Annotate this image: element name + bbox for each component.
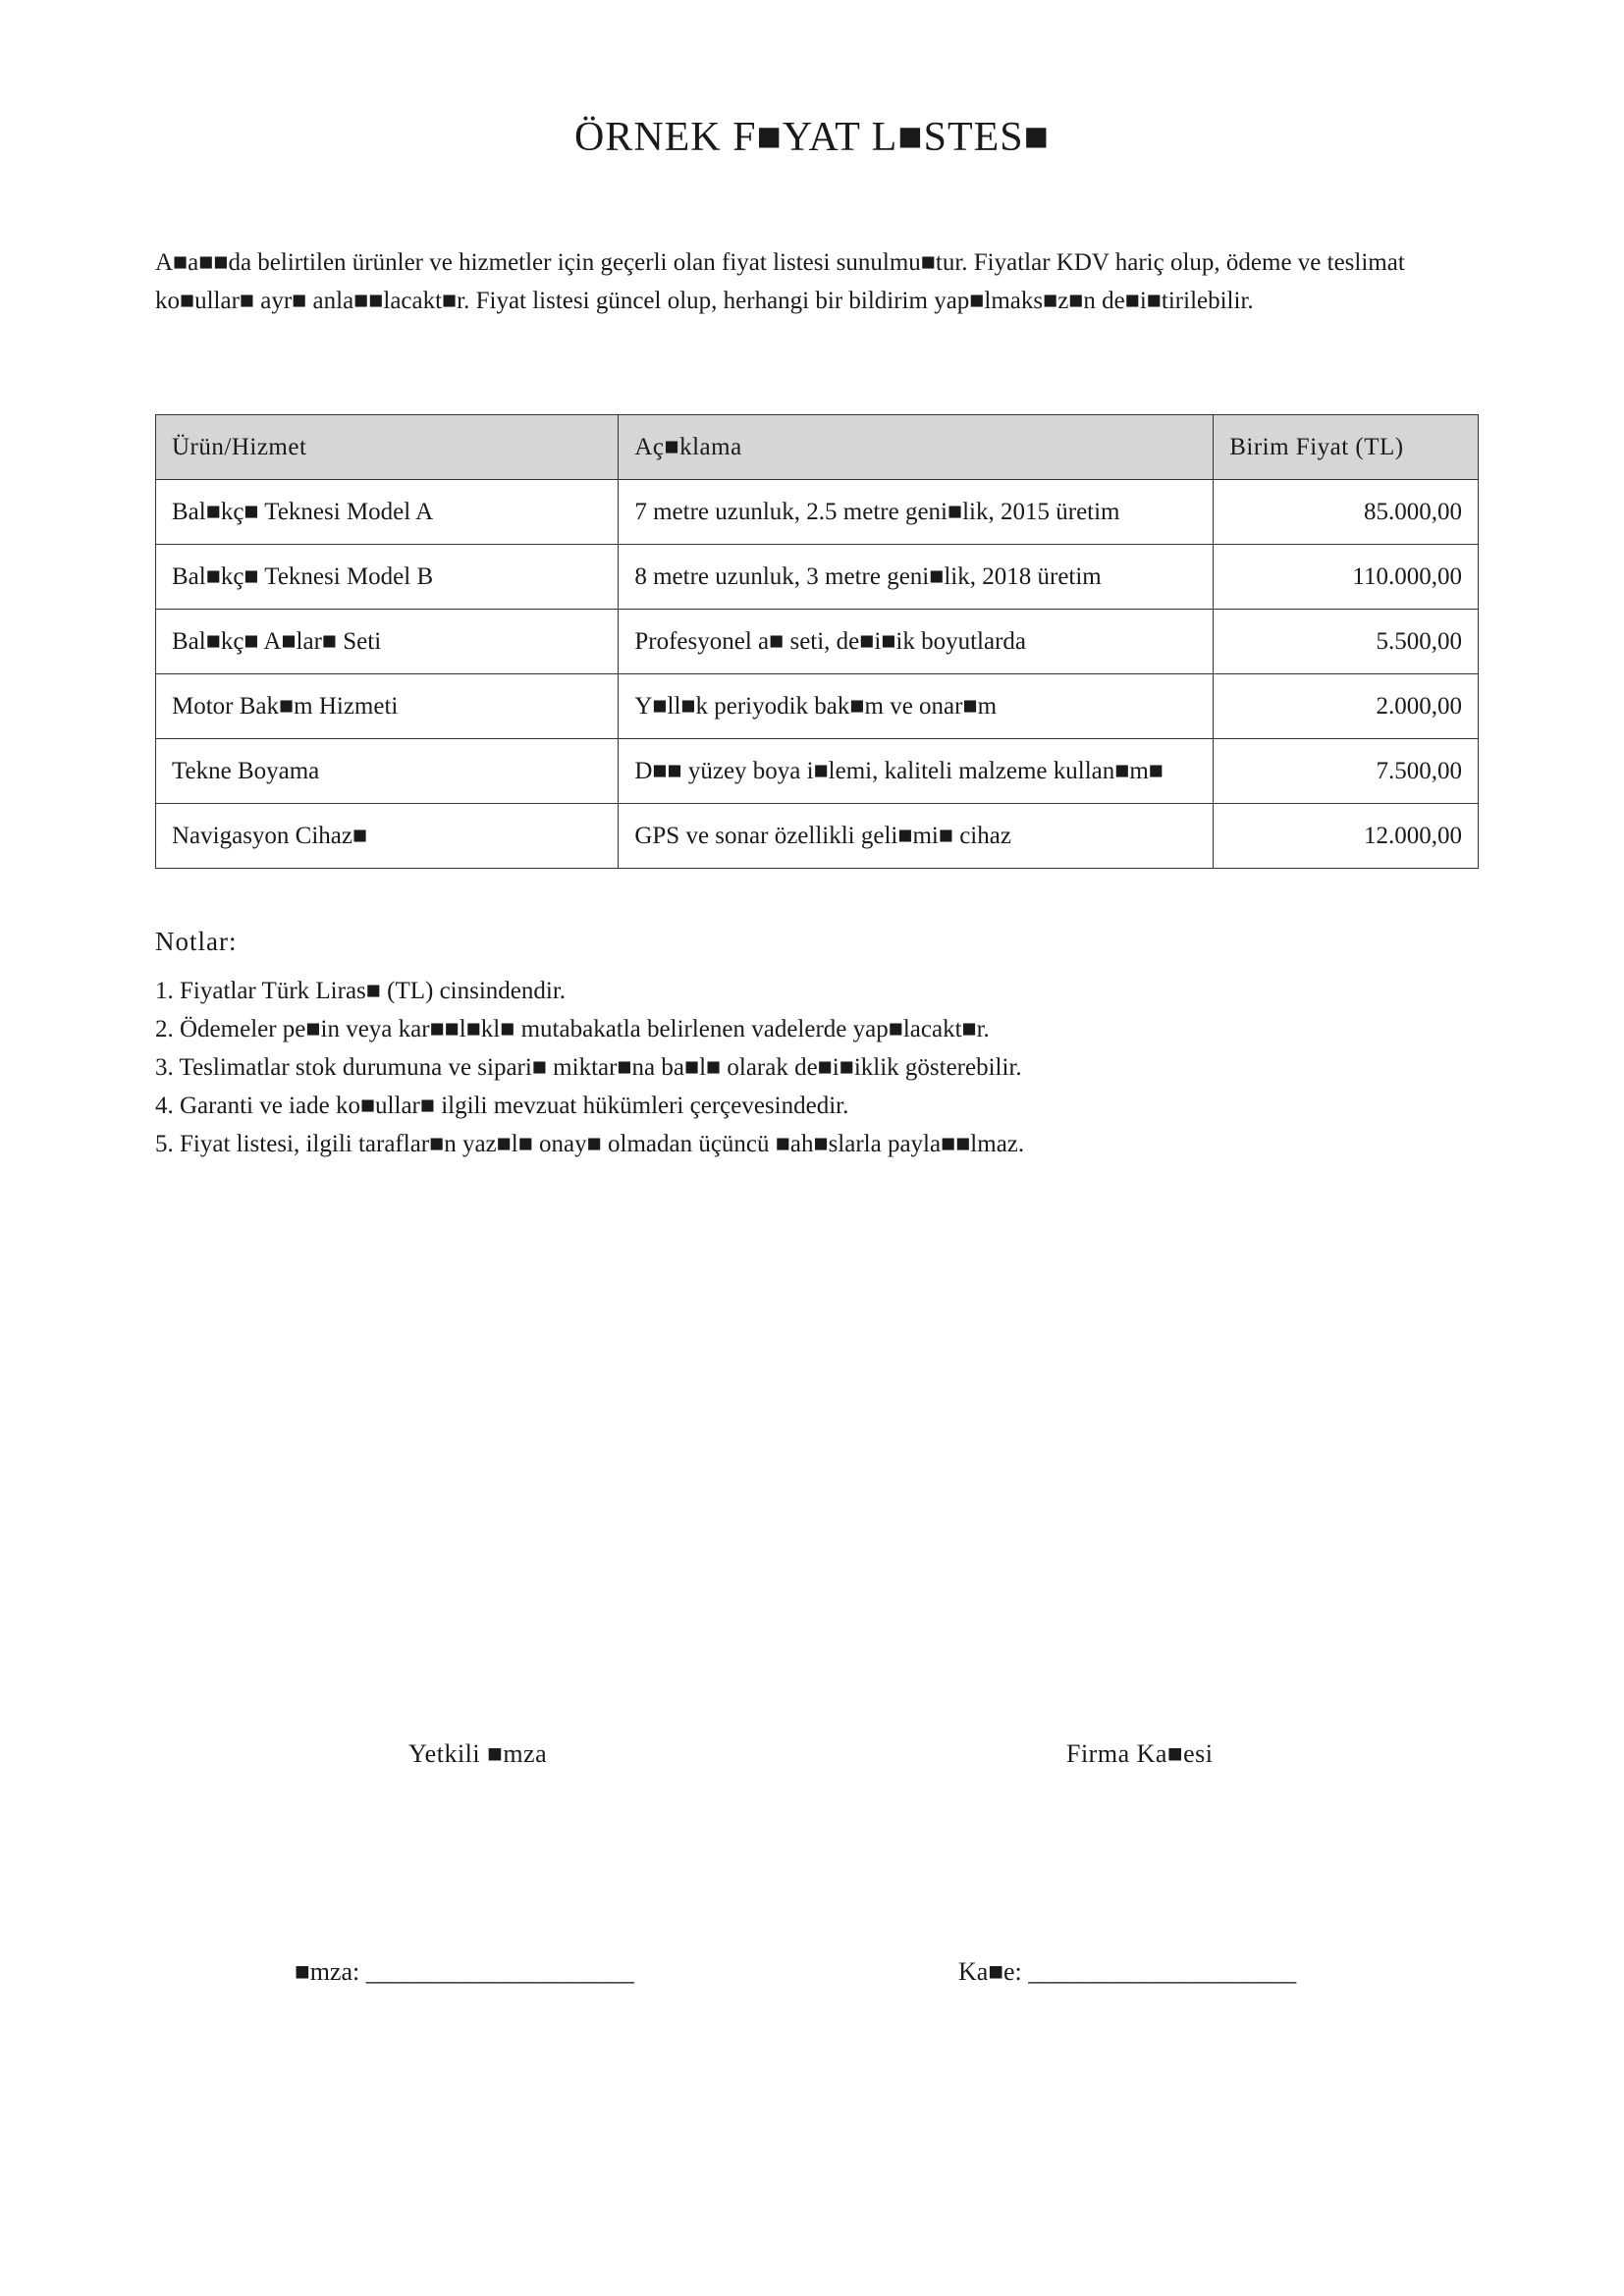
table-row	[156, 610, 1479, 674]
price-table	[155, 414, 1479, 869]
product-cell: Bal■kç■ A■lar■ Seti	[156, 610, 619, 674]
note-item: 1. Fiyatlar Türk Liras■ (TL) cinsindendir.	[155, 978, 567, 1004]
notes-title: Notlar:	[155, 927, 238, 956]
table-row	[156, 739, 1479, 804]
table-row	[156, 545, 1479, 610]
page-title: ÖRNEK F■YAT L■STES■	[573, 115, 1051, 160]
price-cell: 7.500,00	[1214, 739, 1479, 804]
stamp-line: Ka■e: _____________________	[958, 1957, 1297, 1986]
column-header-product: Ürün/Hizmet	[156, 415, 619, 480]
product-cell: Bal■kç■ Teknesi Model B	[156, 545, 619, 610]
table-row	[156, 674, 1479, 739]
intro-paragraph: A■a■■da belirtilen ürünler ve hizmetler için geçerli olan fiyat listesi sunulmu■tur. Fiyatlar KDV hariç olup, ödeme ve teslimat ko■ullar■ ayr■ anla■■lacakt■r. Fiyat listesi güncel olup, herhangi bir bildirim yap■lmaks■z■n de■i■tirilebilir.	[155, 249, 1405, 314]
notes-list	[155, 972, 1024, 1163]
table-row	[156, 804, 1479, 869]
description-cell: GPS ve sonar özellikli geli■mi■ cihaz	[619, 804, 1214, 869]
price-cell: 2.000,00	[1214, 674, 1479, 739]
table-header-row	[156, 415, 1479, 480]
description-cell: D■■ yüzey boya i■lemi, kaliteli malzeme kullan■m■	[619, 739, 1214, 804]
description-cell: 7 metre uzunluk, 2.5 metre geni■lik, 2015 üretim	[619, 480, 1214, 545]
table-row	[156, 480, 1479, 545]
description-cell: Profesyonel a■ seti, de■i■ik boyutlarda	[619, 610, 1214, 674]
price-cell: 85.000,00	[1214, 480, 1479, 545]
company-stamp-label: Firma Ka■esi	[1066, 1739, 1214, 1768]
price-cell: 12.000,00	[1214, 804, 1479, 869]
description-cell: Y■ll■k periyodik bak■m ve onar■m	[619, 674, 1214, 739]
note-item: 2. Ödemeler pe■in veya kar■■l■kl■ mutabakatla belirlenen vadelerde yap■lacakt■r.	[155, 1016, 990, 1042]
note-item: 3. Teslimatlar stok durumuna ve sipari■ miktar■na ba■l■ olarak de■i■iklik gösterebilir.	[155, 1054, 1022, 1081]
note-item: 5. Fiyat listesi, ilgili taraflar■n yaz■l■ onay■ olmadan üçüncü ■ah■slarla payla■■lmaz.	[155, 1131, 1025, 1157]
product-cell: Navigasyon Cihaz■	[156, 804, 619, 869]
authorized-signature-label: Yetkili ■mza	[408, 1739, 548, 1768]
signature-line: ■mza: _____________________	[295, 1957, 634, 1986]
column-header-description: Aç■klama	[619, 415, 1214, 480]
price-cell: 110.000,00	[1214, 545, 1479, 610]
product-cell: Bal■kç■ Teknesi Model A	[156, 480, 619, 545]
price-cell: 5.500,00	[1214, 610, 1479, 674]
product-cell: Tekne Boyama	[156, 739, 619, 804]
product-cell: Motor Bak■m Hizmeti	[156, 674, 619, 739]
note-item: 4. Garanti ve iade ko■ullar■ ilgili mevzuat hükümleri çerçevesindedir.	[155, 1093, 849, 1119]
column-header-unit-price: Birim Fiyat (TL)	[1214, 415, 1479, 480]
description-cell: 8 metre uzunluk, 3 metre geni■lik, 2018 üretim	[619, 545, 1214, 610]
